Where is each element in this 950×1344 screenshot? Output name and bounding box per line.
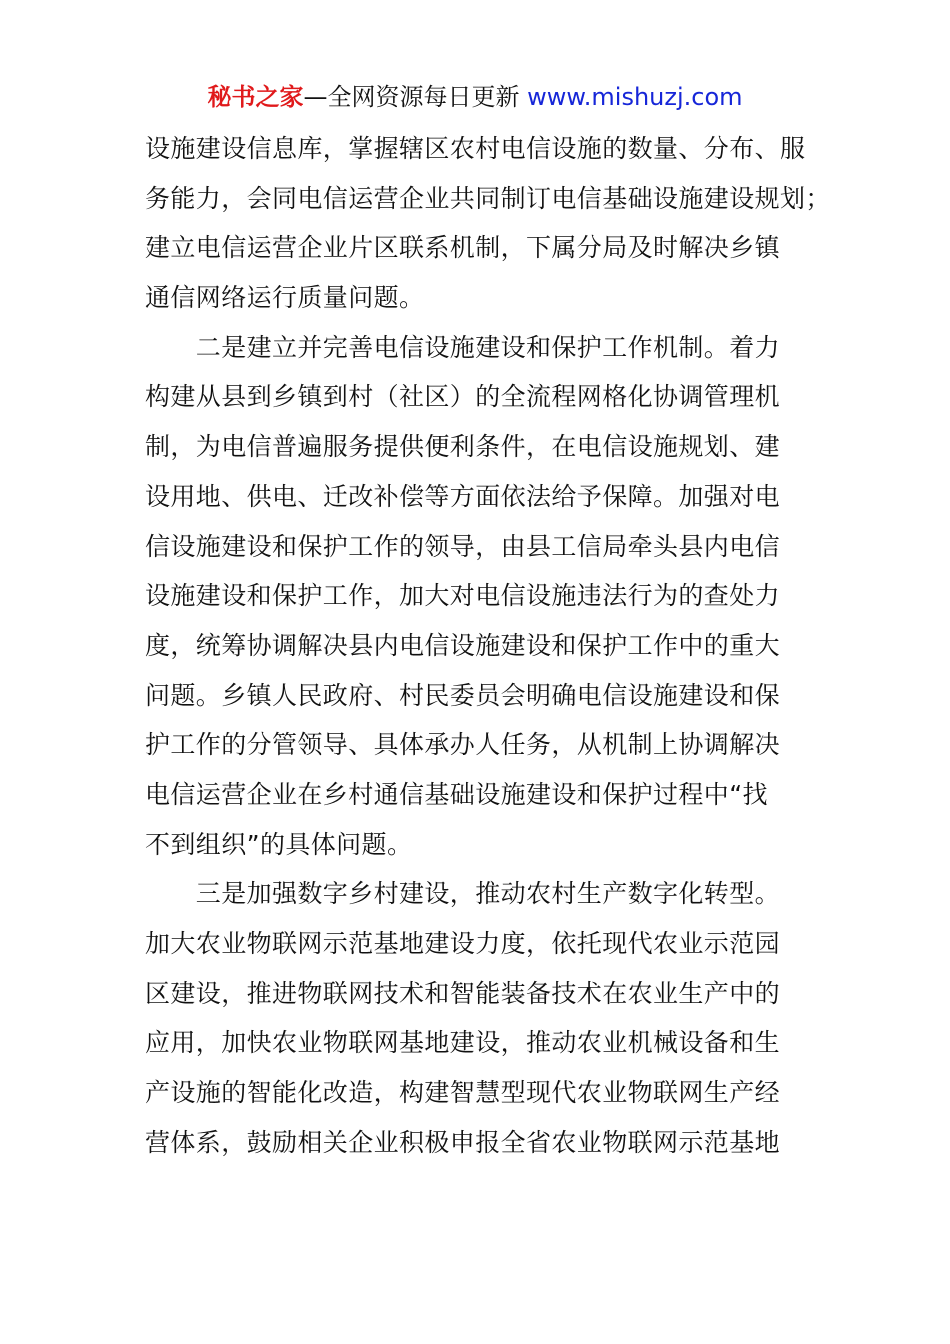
page-header — [0, 80, 950, 114]
site-url[interactable]: www.mishuzj.com — [527, 83, 743, 111]
text-line: 电信运营企业在乡村通信基础设施建设和保护过程中“找 — [145, 779, 768, 809]
text-line: 应用，加快农业物联网基地建设，推动农业机械设备和生 — [145, 1028, 781, 1058]
paragraph-3-start: 三是加强数字乡村建设，推动农村生产数字化转型。 — [145, 879, 781, 909]
text-line: 区建设，推进物联网技术和智能装备技术在农业生产中的 — [145, 978, 781, 1008]
header-tagline: —全网资源每日更新 — [303, 83, 528, 111]
text-line: 问题。乡镇人民政府、村民委员会明确电信设施建设和保 — [145, 680, 781, 710]
text-line: 构建从县到乡镇到村（社区）的全流程网格化协调管理机 — [145, 382, 781, 412]
text-line: 不到组织”的具体问题。 — [145, 829, 413, 859]
text-line: 设施建设信息库，掌握辖区农村电信设施的数量、分布、服 — [145, 134, 806, 163]
text-line: 加大农业物联网示范基地建设力度，依托现代农业示范园 — [145, 929, 781, 958]
text-line: 制，为电信普遍服务提供便利条件，在电信设施规划、建 — [145, 432, 781, 462]
text-line: 产设施的智能化改造，构建智慧型现代农业物联网生产经 — [145, 1078, 781, 1108]
text-line: 信设施建设和保护工作的领导，由县工信局牵头县内电信 — [145, 531, 781, 561]
document-body — [145, 124, 831, 1167]
text-line: 护工作的分管领导、具体承办人任务，从机制上协调解决 — [145, 730, 781, 760]
text-line: 设用地、供电、迁改补偿等方面依法给予保障。加强对电 — [145, 481, 781, 511]
text-line: 建立电信运营企业片区联系机制，下属分局及时解决乡镇 — [145, 233, 781, 263]
text-line: 通信网络运行质量问题。 — [145, 283, 425, 313]
brand-name: 秘书之家 — [207, 83, 304, 111]
text-line: 营体系，鼓励相关企业积极申报全省农业物联网示范基地 — [145, 1127, 781, 1157]
text-line: 务能力，会同电信运营企业共同制订电信基础设施建设规划； — [145, 183, 831, 213]
text-line: 度，统筹协调解决县内电信设施建设和保护工作中的重大 — [145, 630, 781, 660]
text-line: 设施建设和保护工作，加大对电信设施违法行为的查处力 — [145, 581, 781, 611]
paragraph-2-start: 二是建立并完善电信设施建设和保护工作机制。着力 — [145, 332, 781, 362]
